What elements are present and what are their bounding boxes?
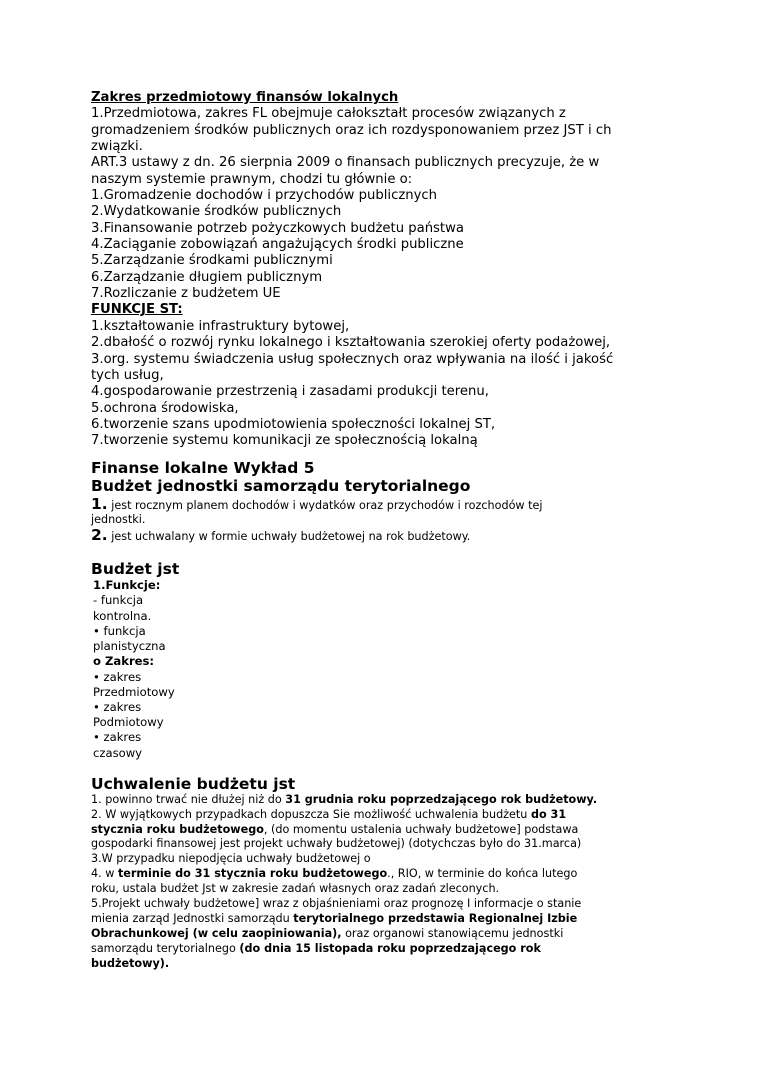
text-line: naszym systemie prawnym, chodzi tu głównie o:	[91, 171, 413, 187]
section-title: Budżet jst	[91, 560, 180, 579]
list-item: Przedmiotowy	[93, 684, 175, 699]
item-number: 2.	[91, 526, 108, 545]
section-zakres	[91, 90, 691, 302]
item-continuation: jednostki.	[91, 513, 146, 527]
paragraph-line: 5.Projekt uchwały budżetowe] wraz z objaśnieniami oraz prognozę I informacje o stanie	[91, 897, 582, 911]
paragraph-line: 2. W wyjątkowych przypadkach dopuszcza Sie możliwość uchwalenia budżetu do 31	[91, 807, 567, 821]
text-line: związki.	[91, 139, 143, 155]
list-item: 7.tworzenie systemu komunikacji ze społecznością lokalną	[91, 433, 478, 449]
list-item: Podmiotowy	[93, 715, 164, 730]
lecture-subtitle: Budżet jednostki samorządu terytorialnego	[91, 476, 471, 495]
paragraph-line: stycznia roku budżetowego, (do momentu ustalenia uchwały budżetowe] podstawa	[91, 822, 579, 836]
section-budzet-jst	[91, 560, 691, 760]
list-item: • zakres	[93, 699, 142, 714]
list-item: 1.kształtowanie infrastruktury bytowej,	[91, 318, 350, 334]
text-line: ART.3 ustawy z dn. 26 sierpnia 2009 o finansach publicznych precyzuje, że w	[91, 155, 600, 171]
list-item: 1.Gromadzenie dochodów i przychodów publicznych	[91, 188, 438, 204]
item-text: jest rocznym planem dochodów i wydatków oraz przychodów i rozchodów tej	[111, 498, 543, 512]
section-funkcje-st	[91, 302, 691, 449]
lecture-title: Finanse lokalne Wykład 5	[91, 458, 315, 477]
list-item: • zakres	[93, 669, 142, 684]
paragraph-line: 1. powinno trwać nie dłużej niż do 31 grudnia roku poprzedzającego rok budżetowy.	[91, 792, 598, 806]
paragraph-line: budżetowy).	[91, 956, 170, 970]
numbered-item	[91, 494, 691, 514]
paragraph-line: samorządu terytorialnego (do dnia 15 listopada roku poprzedzającego rok	[91, 941, 541, 955]
list-item: • zakres	[93, 730, 142, 745]
section-wyklad	[91, 459, 691, 546]
list-item: 7.Rozliczanie z budżetem UE	[91, 286, 281, 302]
list-item: - funkcja	[93, 593, 144, 608]
list-item: kontrolna.	[93, 608, 152, 623]
text-line: gromadzeniem środków publicznych oraz ich rozdysponowaniem przez JST i ch	[91, 122, 612, 138]
list-item: 4.Zaciąganie zobowiązań angażujących środki publiczne	[91, 237, 464, 253]
paragraph-line: 3.W przypadku niepodjęcia uchwały budżetowej o	[91, 852, 371, 866]
list-item: planistyczna	[93, 639, 166, 654]
list-item: 3.org. systemu świadczenia usług społecznych oraz wpływania na ilość i jakość	[91, 351, 614, 367]
list-item: 3.Finansowanie potrzeb pożyczkowych budżetu państwa	[91, 220, 464, 236]
list-item: 2.Wydatkowanie środków publicznych	[91, 204, 342, 220]
section-heading: Zakres przedmiotowy finansów lokalnych	[91, 90, 399, 105]
zakres-label: o Zakres:	[93, 654, 155, 669]
numbered-item	[91, 528, 691, 545]
list-item: 5.Zarządzanie środkami publicznymi	[91, 253, 333, 269]
list-item: • funkcja	[93, 623, 146, 638]
text-line: 1.Przedmiotowa, zakres FL obejmuje całokształt procesów związanych z	[91, 106, 566, 122]
paragraph-line: 4. w terminie do 31 stycznia roku budżetowego., RIO, w terminie do końca lutego	[91, 867, 578, 881]
paragraph-line: gospodarki finansowej jest projekt uchwały budżetowej) (dotychczas było do 31.marca)	[91, 837, 582, 851]
item-number: 1.	[91, 494, 108, 513]
paragraph-line: mienia zarząd Jednostki samorządu terytorialnego przedstawia Regionalnej Izbie	[91, 911, 578, 925]
document-page	[91, 90, 691, 972]
list-item: tych usług,	[91, 367, 164, 383]
paragraph-line: Obrachunkowej (w celu zaopiniowania), oraz organowi stanowiącemu jednostki	[91, 926, 564, 940]
section-title: Uchwalenie budżetu jst	[91, 774, 296, 793]
list-item: czasowy	[93, 745, 143, 760]
paragraph-line: roku, ustala budżet Jst w zakresie zadań własnych oraz zadań zleconych.	[91, 882, 500, 896]
section-heading: FUNKCJE ST:	[91, 302, 183, 318]
list-item: 6.tworzenie szans upodmiotowienia społeczności lokalnej ST,	[91, 416, 496, 432]
list-item: 6.Zarządzanie długiem publicznym	[91, 269, 323, 285]
funkcje-label: 1.Funkcje:	[93, 578, 161, 593]
item-text: jest uchwalany w formie uchwały budżetowej na rok budżetowy.	[111, 530, 471, 544]
section-uchwalenie	[91, 775, 691, 972]
list-item: 4.gospodarowanie przestrzenią i zasadami produkcji terenu,	[91, 384, 489, 400]
list-item: 5.ochrona środowiska,	[91, 400, 239, 416]
list-item: 2.dbałość o rozwój rynku lokalnego i kształtowania szerokiej oferty podażowej,	[91, 335, 611, 351]
